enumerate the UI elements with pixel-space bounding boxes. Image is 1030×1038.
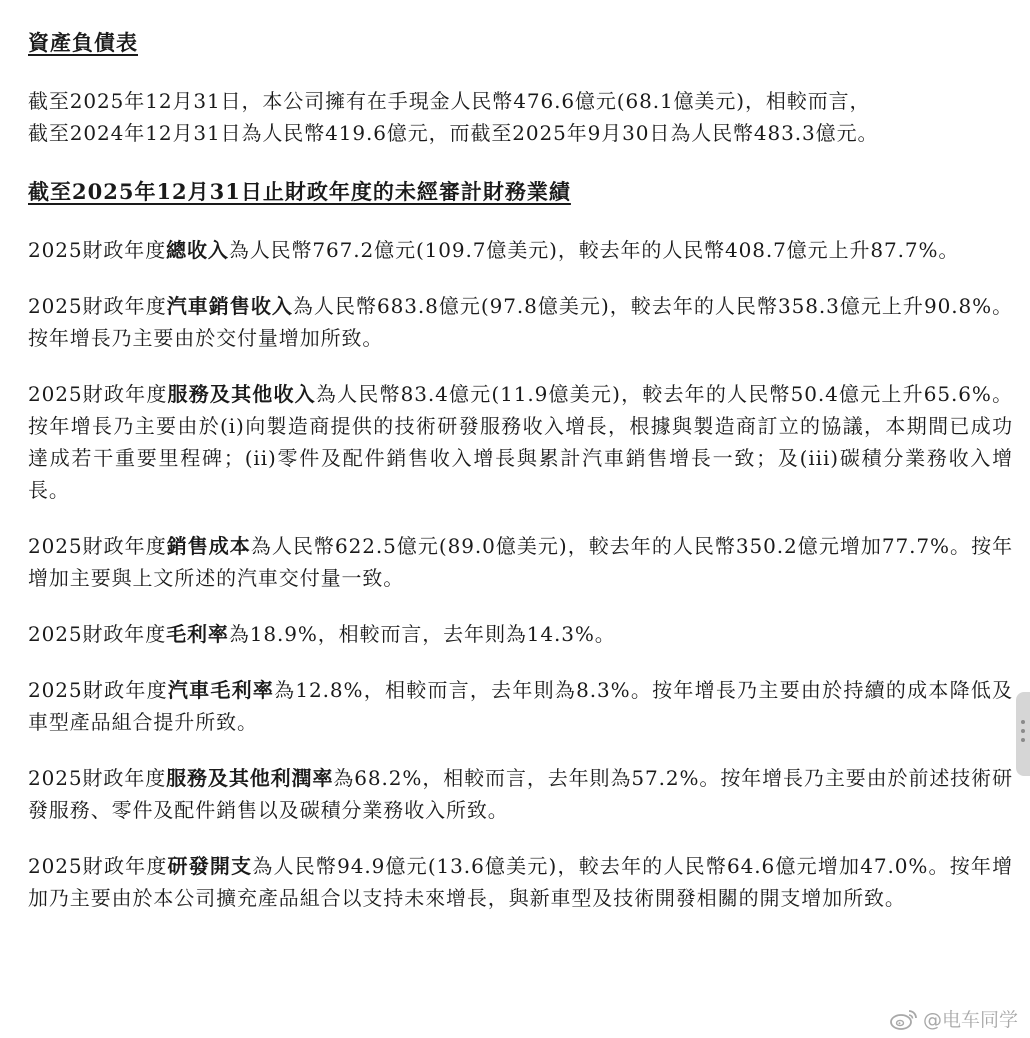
paragraph-prefix: 2025財政年度	[28, 382, 168, 407]
paragraph-text: 為人民幣767.2億元(109.7億美元)，較去年的人民幣408.7億元上升87.7%。	[228, 238, 960, 263]
paragraph-text: 為人民幣94.9億元(13.6億美元)，較去年的人民幣64.6億元增加47.0%。按年增加乃主要由於本公司擴充產品組合以支持未來增長，與新車型及技術開發相關的開支增加所致。	[28, 854, 1013, 911]
watermark	[889, 1005, 1018, 1032]
paragraph-text: 為人民幣683.8億元(97.8億美元)，較去年的人民幣358.3億元上升90.8%。按年增長乃主要由於交付量增加所致。	[28, 294, 1014, 351]
section-heading-balance-sheet: 資產負債表	[28, 30, 138, 55]
more-dots-icon	[1021, 720, 1025, 747]
paragraph-prefix: 2025財政年度	[28, 854, 168, 879]
paragraph-gross-margin	[28, 618, 1013, 650]
paragraph-text: 為68.2%，相較而言，去年則為57.2%。按年增長乃主要由於前述技術研發服務、零件及配件銷售以及碳積分業務收入所致。	[28, 766, 1013, 823]
balance-sheet-paragraph	[28, 85, 1013, 149]
side-menu-handle[interactable]	[1016, 692, 1030, 776]
paragraph-text: 為18.9%，相較而言，去年則為14.3%。	[228, 622, 616, 647]
paragraph-term: 研發開支	[167, 854, 253, 879]
paragraph-total-revenue	[28, 234, 1013, 266]
paragraph-rd-expenses	[28, 850, 1013, 914]
section-heading-financial-results: 截至2025年12月31日止財政年度的未經審計財務業績	[28, 179, 571, 205]
paragraph-term: 服務及其他收入	[167, 382, 316, 407]
paragraph-term: 銷售成本	[166, 534, 251, 559]
paragraph-vehicle-margin	[28, 674, 1013, 738]
paragraph-text: 為12.8%，相較而言，去年則為8.3%。按年增長乃主要由於持續的成本降低及車型產品組合提升所致。	[28, 678, 1014, 735]
paragraph-term: 總收入	[166, 238, 229, 263]
paragraph-text: 為人民幣83.4億元(11.9億美元)，較去年的人民幣50.4億元上升65.6%。按年增長乃主要由於(i)向製造商提供的技術研發服務收入增長，根據與製造商訂立的協議，本期間已成功達成若干重要里程碑；(ii)零件及配件銷售收入增長與累計汽車銷售增長一致；及(iii)碳積分業務收入增長。	[28, 382, 1013, 503]
weibo-icon	[889, 1007, 919, 1031]
paragraph-cost-of-sales	[28, 530, 1013, 594]
paragraph-prefix: 2025財政年度	[28, 766, 167, 791]
balance-sheet-line-1: 截至2025年12月31日，本公司擁有在手現金人民幣476.6億元(68.1億美元)，相較而言，	[28, 89, 871, 114]
paragraph-term: 毛利率	[166, 622, 229, 647]
paragraph-vehicle-sales-revenue	[28, 290, 1013, 354]
paragraph-term: 服務及其他利潤率	[166, 766, 334, 791]
paragraph-term: 汽車毛利率	[167, 678, 275, 703]
paragraph-prefix: 2025財政年度	[28, 294, 167, 319]
paragraph-services-other-margin	[28, 762, 1013, 826]
watermark-text: @电车同学	[922, 1009, 1018, 1031]
paragraph-prefix: 2025財政年度	[28, 534, 167, 559]
paragraph-prefix: 2025財政年度	[28, 622, 167, 647]
balance-sheet-line-2: 截至2024年12月31日為人民幣419.6億元，而截至2025年9月30日為人民幣483.3億元。	[28, 121, 879, 146]
paragraph-prefix: 2025財政年度	[28, 238, 167, 263]
paragraph-text: 為人民幣622.5億元(89.0億美元)，較去年的人民幣350.2億元增加77.7%。按年增加主要與上文所述的汽車交付量一致。	[28, 534, 1014, 591]
paragraph-services-other-revenue	[28, 378, 1013, 506]
paragraph-prefix: 2025財政年度	[28, 678, 168, 703]
document-body	[28, 30, 1013, 914]
paragraph-term: 汽車銷售收入	[166, 294, 293, 319]
